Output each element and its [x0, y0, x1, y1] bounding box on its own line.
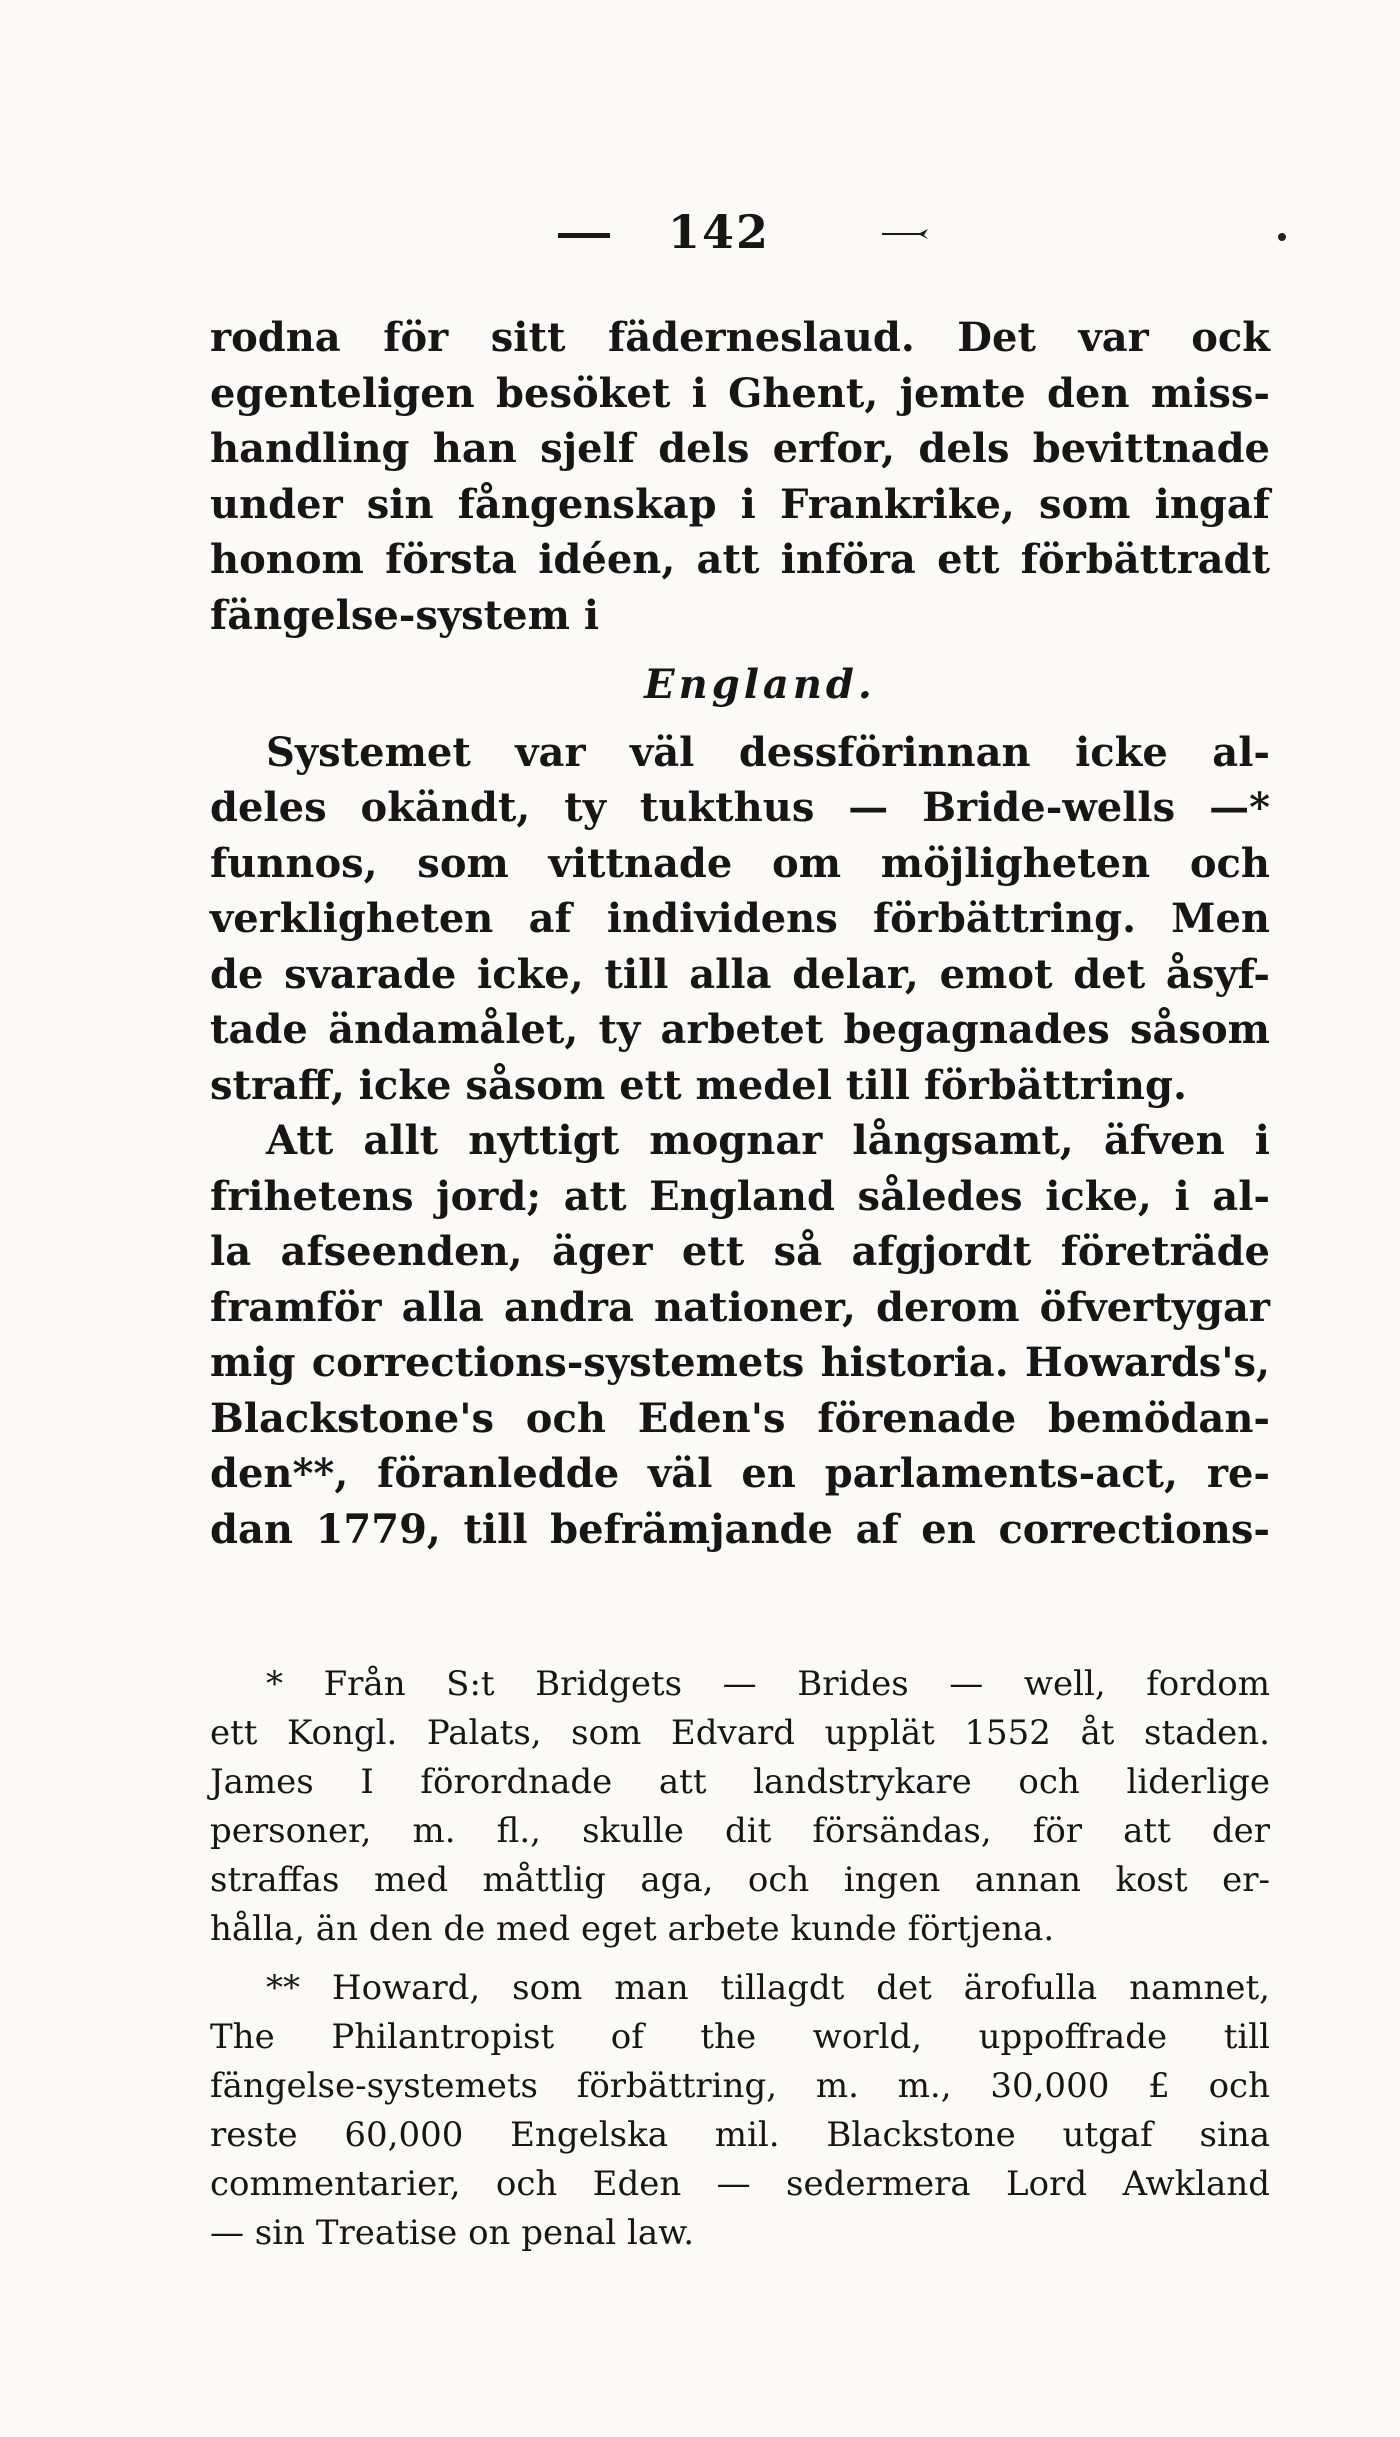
- footnote-line: straffas med måttlig aga, och ingen annan kost er-: [210, 1860, 1270, 1900]
- footnote-line: reste 60,000 Engelska mil. Blackstone utgaf sina: [210, 2115, 1270, 2155]
- text-line: framför alla andra nationer, derom öfvertygar: [210, 1283, 1270, 1331]
- text-line: la afseenden, äger ett så afgjordt företräde: [210, 1228, 1270, 1275]
- text-line: rodna för sitt fäderneslaud. Det var ock: [210, 314, 1270, 361]
- footnote-gap: [210, 1954, 1270, 1964]
- footnote-line: commentarier, och Eden — sedermera Lord Awkland: [210, 2164, 1270, 2204]
- header-ornament: [880, 227, 930, 241]
- page-number: 142: [668, 205, 771, 259]
- page-header: [0, 205, 1400, 265]
- footnote-line: * Från S:t Bridgets — Brides — well, fordom: [266, 1664, 1270, 1704]
- main-text: [210, 310, 1270, 1557]
- footnote-line: — sin Treatise on penal law.: [210, 2213, 695, 2253]
- header-dot: [1278, 233, 1286, 241]
- text-line: deles okändt, ty tukthus — Bride-wells —*: [210, 784, 1270, 831]
- text-line: straff, icke såsom ett medel till förbättring.: [210, 1061, 1187, 1109]
- text-line: Att allt nyttigt mognar långsamt, äfven i: [266, 1117, 1270, 1164]
- text-line: de svarade icke, till alla delar, emot det åsyf-: [210, 950, 1270, 998]
- text-line: verkligheten af individens förbättring. Men: [210, 895, 1270, 942]
- footnote-line: ett Kongl. Palats, som Edvard upplät 1552 åt staden.: [210, 1713, 1270, 1753]
- text-line: honom första idéen, att införa ett förbättradt: [210, 536, 1270, 583]
- text-line: dan 1779, till befrämjande af en corrections-: [210, 1505, 1270, 1553]
- footnote-line: fängelse-systemets förbättring, m. m., 30,000 £ och: [210, 2066, 1270, 2106]
- text-line: mig corrections-systemets historia. Howards's,: [210, 1339, 1270, 1386]
- text-line: Systemet var väl dessförinnan icke al-: [266, 728, 1270, 776]
- footnote-line: James I förordnade att landstrykare och liderlige: [210, 1762, 1270, 1802]
- text-line: funnos, som vittnade om möjligheten och: [210, 839, 1270, 887]
- footnote-line: hålla, än den de med eget arbete kunde förtjena.: [210, 1909, 1055, 1949]
- footnotes: [210, 1660, 1270, 2258]
- footnote-line: ** Howard, som man tillagdt det ärofulla namnet,: [266, 1968, 1270, 2008]
- footnote-line: The Philantropist of the world, uppoffrade till: [210, 2017, 1270, 2057]
- text-line: Blackstone's och Eden's förenade bemödan-: [210, 1394, 1270, 1442]
- text-line: handling han sjelf dels erfor, dels bevittnade: [210, 425, 1270, 472]
- section-heading: England.: [644, 661, 876, 708]
- footnote-line: personer, m. fl., skulle dit försändas, för att der: [210, 1811, 1270, 1851]
- text-line: fängelse-system i: [210, 591, 600, 639]
- text-line: den**, föranledde väl en parlaments-act, re-: [210, 1450, 1270, 1497]
- text-line: egenteligen besöket i Ghent, jemte den miss-: [210, 369, 1270, 417]
- text-line: frihetens jord; att England således icke, i al-: [210, 1172, 1270, 1220]
- header-dash-left: [558, 233, 610, 238]
- text-line: tade ändamålet, ty arbetet begagnades såsom: [210, 1006, 1270, 1053]
- text-line: under sin fångenskap i Frankrike, som ingaf: [210, 480, 1270, 528]
